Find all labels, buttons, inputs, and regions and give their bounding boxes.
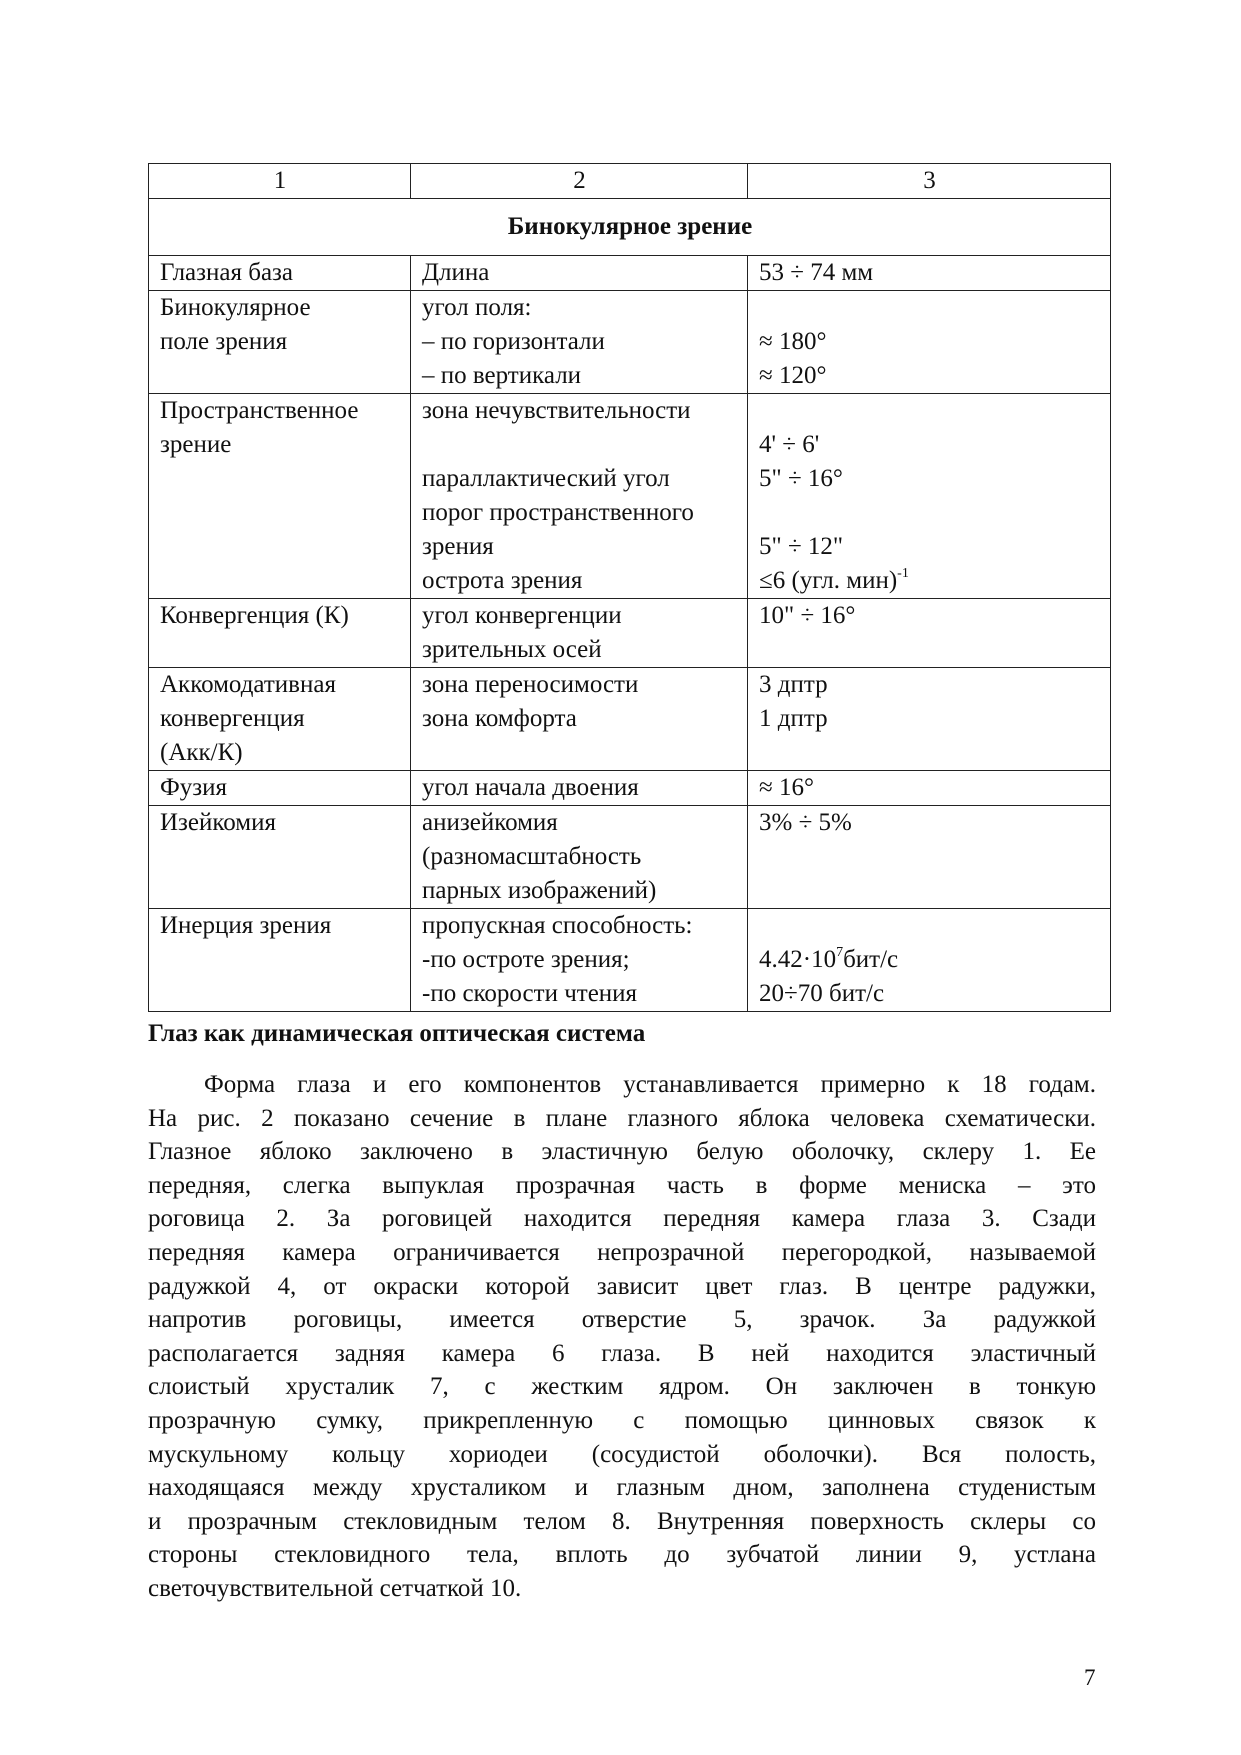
cell-line: 20÷70 бит/с <box>759 980 885 1007</box>
table-cell-col2 <box>411 291 748 394</box>
superscript: 7 <box>836 944 844 960</box>
cell-line: зона переносимости <box>422 671 639 698</box>
cell-line: ≤6 (угл. мин)$^{-1}$ <box>759 565 909 594</box>
paragraph-line: радужкой 4, от окраски которой зависит цвет глаз. В центре радужки, <box>148 1272 1096 1300</box>
table-row <box>149 771 1111 806</box>
table-cell-col3 <box>748 291 1111 394</box>
table-cell-col3 <box>748 668 1111 771</box>
cell-line: ≈ 16° <box>759 774 814 801</box>
cell-line: Фузия <box>160 774 228 801</box>
cell-line: парных изображений) <box>422 877 657 904</box>
cell-line: -по остроте зрения; <box>422 946 630 973</box>
table-section-row <box>149 199 1111 256</box>
paragraph-line: находящаяся между хрусталиком и глазным дном, заполнена студенистым <box>148 1474 1096 1502</box>
table-cell-col3 <box>748 394 1111 599</box>
table-cell-col1 <box>149 771 411 806</box>
table-cell-col3 <box>748 771 1111 806</box>
table-body <box>149 164 1111 1012</box>
table-cell-col2 <box>411 599 748 668</box>
cell-line: ≈ 180° <box>759 328 827 355</box>
table-cell-col2 <box>411 394 748 599</box>
table-cell-col1 <box>149 909 411 1012</box>
table-cell-col2 <box>411 909 748 1012</box>
paragraph-line: мускульному кольцу хориодеи (сосудистой оболочки). Вся полость, <box>148 1440 1096 1468</box>
cell-line: ≈ 120° <box>759 362 827 389</box>
page-number: 7 <box>1084 1665 1096 1690</box>
cell-line: порог пространственного <box>422 499 694 526</box>
cell-line: Инерция зрения <box>160 912 332 939</box>
cell-line: зрение <box>160 431 232 458</box>
cell-line: 4' ÷ 6' <box>759 431 820 458</box>
table-cell-col3 <box>748 256 1111 291</box>
paragraph-line: располагается задняя камера 6 глаза. В ней находится эластичный <box>148 1339 1096 1367</box>
cell-line: зона комфорта <box>422 705 577 732</box>
body-paragraph <box>148 1068 1096 1606</box>
table-cell-col2 <box>411 806 748 909</box>
superscript: -1 <box>897 565 909 581</box>
cell-line <box>759 291 1100 325</box>
table-row <box>149 394 1111 599</box>
cell-line: $4.42\cdot 10^7бит/с$ <box>759 944 899 973</box>
paragraph-line: На рис. 2 показано сечение в плане глазного яблока человека схематически. <box>148 1104 1096 1132</box>
table-row <box>149 909 1111 1012</box>
table-cell-col1 <box>149 291 411 394</box>
table-row <box>149 668 1111 771</box>
cell-line: параллактический угол <box>422 465 670 492</box>
table-row <box>149 256 1111 291</box>
cell-line: 3 дптр <box>759 671 828 698</box>
cell-line: угол конвергенции <box>422 602 622 629</box>
table-row <box>149 599 1111 668</box>
cell-line <box>759 909 1100 943</box>
cell-line: Бинокулярное <box>160 294 311 321</box>
cell-line: 10" ÷ 16° <box>759 602 856 629</box>
cell-line: (Акк/К) <box>160 739 243 766</box>
table-cell-col3 <box>748 806 1111 909</box>
cell-line: пропускная способность: <box>422 912 693 939</box>
table-cell-col1 <box>149 668 411 771</box>
paragraph-line: напротив роговицы, имеется отверстие 5, зрачок. За радужкой <box>148 1306 1096 1334</box>
table-row <box>149 291 1111 394</box>
cell-line: зрительных осей <box>422 636 602 663</box>
cell-line: угол начала двоения <box>422 774 639 801</box>
table-row <box>149 806 1111 909</box>
cell-line: Изейкомия <box>160 809 277 836</box>
paragraph-line: светочувствительной сетчаткой 10. <box>148 1574 522 1602</box>
paragraph-line: роговица 2. За роговицей находится передняя камера глаза 3. Сзади <box>148 1205 1096 1233</box>
table-cell-col3 <box>748 909 1111 1012</box>
paragraph-line: Глазное яблоко заключено в эластичную белую оболочку, склеру 1. Ее <box>148 1138 1096 1166</box>
unit-text: бит/с <box>843 946 899 973</box>
cell-line: зона нечувствительности <box>422 397 691 424</box>
cell-line: 1 дптр <box>759 705 828 732</box>
cell-line <box>759 394 1100 428</box>
cell-line: – по горизонтали <box>422 328 605 355</box>
cell-line: Аккомодативная <box>160 671 336 698</box>
cell-line: зрения <box>422 533 494 560</box>
cell-line: Конвергенция (К) <box>160 602 349 629</box>
section-heading: Глаз как динамическая оптическая система <box>148 1020 646 1047</box>
paragraph-line: стороны стекловидного тела, вплоть до зубчатой линии 9, устлана <box>148 1541 1096 1569</box>
cell-line: Длина <box>422 259 490 286</box>
paragraph-line: прозрачную сумку, прикрепленную с помощью цинновых связок к <box>148 1406 1096 1434</box>
cell-line: 53 ÷ 74 мм <box>759 259 874 286</box>
paragraph-line: передняя камера ограничивается непрозрачной перегородкой, называемой <box>148 1238 1096 1266</box>
cell-line: 3% ÷ 5% <box>759 809 852 836</box>
cell-line: – по вертикали <box>422 362 582 389</box>
column-header-2: 2 <box>411 164 748 199</box>
section-title: Бинокулярное зрение <box>149 199 1111 256</box>
table-cell-col2 <box>411 771 748 806</box>
cell-line <box>759 496 1100 530</box>
paragraph-line: передняя, слегка выпуклая прозрачная часть в форме мениска – это <box>148 1171 1096 1199</box>
paragraph-line: слоистый хрусталик 7, с жестким ядром. Он заключен в тонкую <box>148 1373 1096 1401</box>
table-cell-col1 <box>149 394 411 599</box>
cell-line: острота зрения <box>422 567 583 594</box>
cell-line: 5" ÷ 12" <box>759 533 844 560</box>
cell-line: (разномасштабность <box>422 843 642 870</box>
binocular-vision-table <box>148 163 1111 1012</box>
paragraph-line: и прозрачным стекловидным телом 8. Внутренняя поверхность склеры со <box>148 1507 1096 1535</box>
column-header-1: 1 <box>149 164 411 199</box>
table-cell-col1 <box>149 256 411 291</box>
cell-line <box>422 428 737 462</box>
column-header-3: 3 <box>748 164 1111 199</box>
cell-line: -по скорости чтения <box>422 980 638 1007</box>
table-cell-col2 <box>411 668 748 771</box>
cell-line: угол поля: <box>422 294 532 321</box>
table-header-row <box>149 164 1111 199</box>
table-cell-col1 <box>149 599 411 668</box>
cell-line: анизейкомия <box>422 809 558 836</box>
table-cell-col2 <box>411 256 748 291</box>
paragraph-line: Форма глаза и его компонентов устанавливается примерно к 18 годам. <box>204 1071 1096 1098</box>
table-cell-col3 <box>748 599 1111 668</box>
cell-line: поле зрения <box>160 328 288 355</box>
cell-line: конвергенция <box>160 705 305 732</box>
table-cell-col1 <box>149 806 411 909</box>
cell-line: Глазная база <box>160 259 294 286</box>
cell-line: 5" ÷ 16° <box>759 465 843 492</box>
cell-line: Пространственное <box>160 397 359 424</box>
